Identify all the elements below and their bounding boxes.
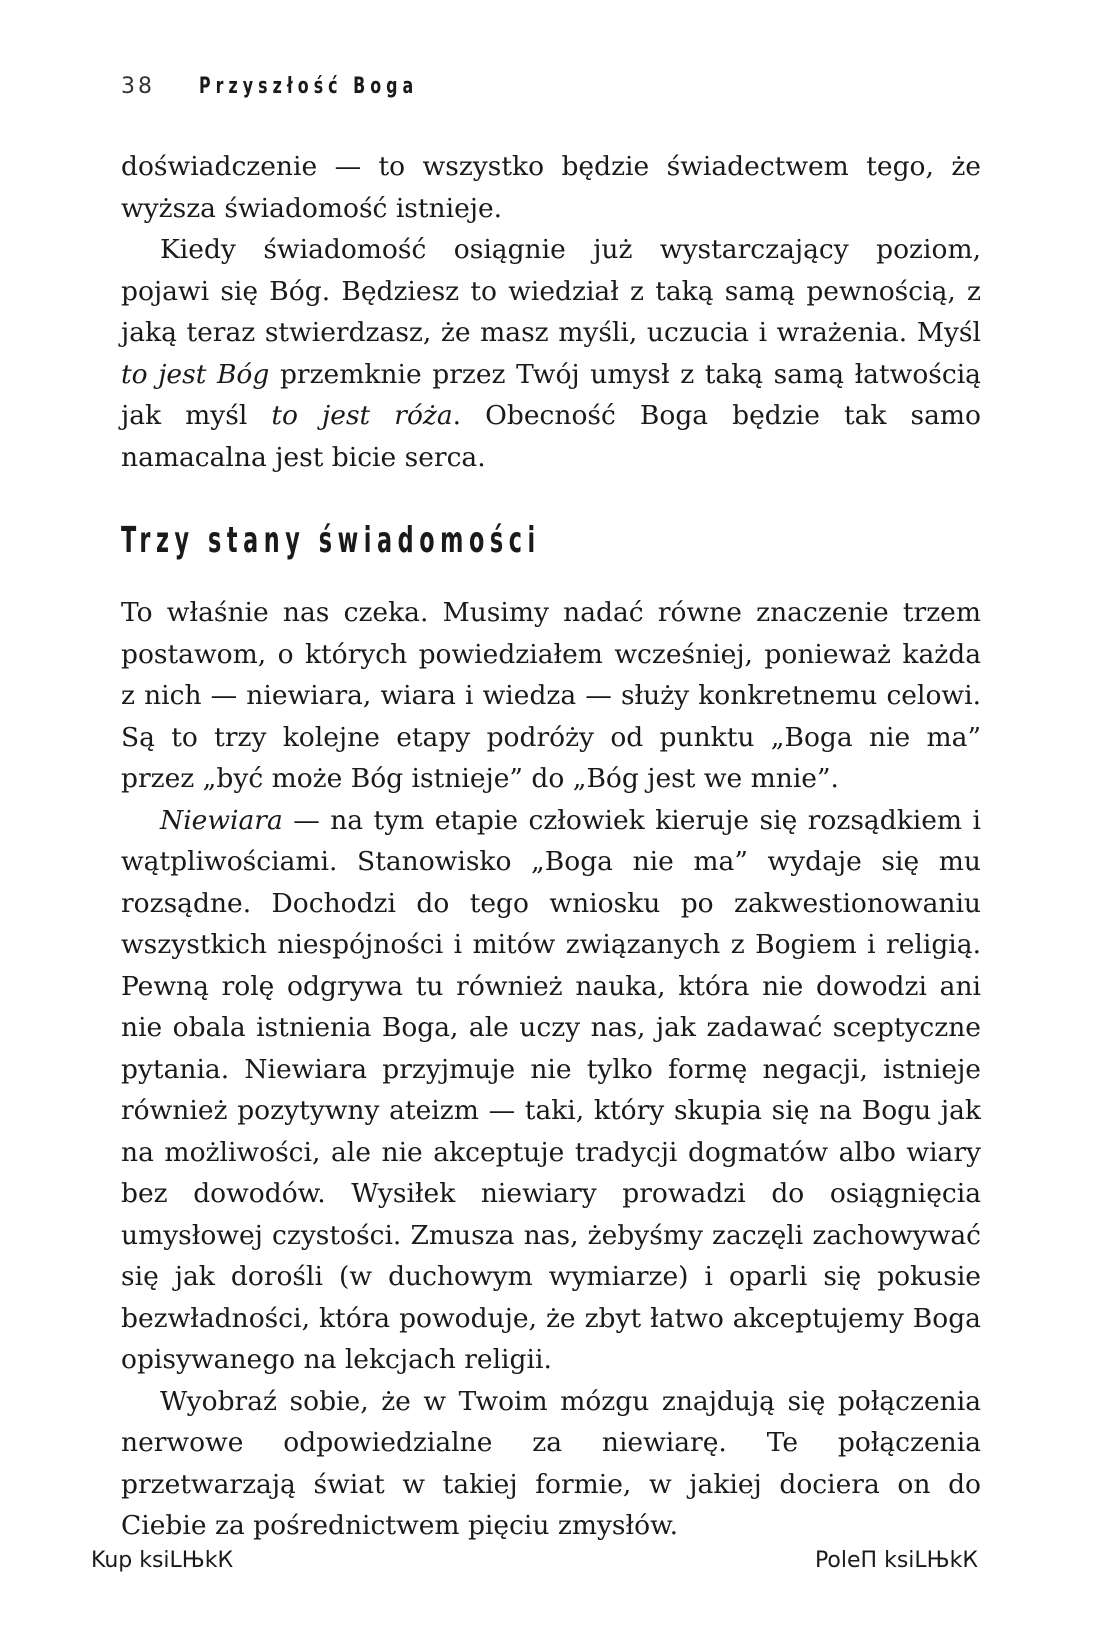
paragraph <box>121 229 981 478</box>
section-heading: Trzy stany świadomości <box>121 520 541 561</box>
footer-right <box>815 1548 978 1573</box>
paragraph <box>121 146 981 229</box>
paragraph <box>121 800 981 1381</box>
text-run: — na tym etapie człowiek kieruje się rozsądkiem i wątpliwościami. Stanowisko „Boga nie ma” wydaje się mu rozsądne. Dochodzi do tego wniosku po zakwestionowaniu wszystkich niespójności i mitów związanych z Bogiem i religią. Pewną rolę odgrywa tu również nauka, która nie dowodzi ani nie obala istnienia Boga, ale uczy nas, jak zadawać sceptyczne pytania. Niewiara przyjmuje nie tylko formę negacji, istnieje również pozytywny ateizm — taki, który skupia się na Bogu jak na możliwości, ale nie akceptuje tradycji dogmatów albo wiary bez dowodów. Wysiłek niewiary prowadzi do osiągnięcia umysłowej czystości. Zmusza nas, żebyśmy zaczęli zachowywać się jak dorośli (w duchowym wymiarze) i oparli się pokusie bezwładności, która powoduje, że zbyt łatwo akceptujemy Boga opisywanego na lekcjach religii. <box>121 804 981 1375</box>
running-head <box>121 74 504 114</box>
text-run: . Obecność Boga będzie tak samo namacalna jest bicie serca. <box>121 400 982 473</box>
text-run: doświadczenie — to wszystko będzie świadectwem tego, że wyższa świadomość istnieje. <box>121 151 981 224</box>
top-text-block <box>121 146 981 478</box>
text-run: Kiedy świadomość osiągnie już wystarczający poziom, pojawi się Bóg. Będziesz to wiedział z taką samą pewnością, z jaką teraz stwierdzasz, że masz myśli, uczucia i wrażenia. Myśl <box>121 234 981 348</box>
buy-book-link[interactable]: Kup ksiLЊkК <box>91 1548 234 1573</box>
section-text-block <box>121 592 981 1547</box>
page-number: 38 <box>121 74 155 99</box>
italic-run: to jest róża <box>271 400 453 431</box>
italic-run: Niewiara <box>160 804 283 836</box>
footer-left <box>91 1548 233 1573</box>
paragraph <box>121 1381 981 1547</box>
italic-run: to jest Bóg <box>121 358 270 390</box>
text-run: Wyobraź sobie, że w Twoim mózgu znajdują się połączenia nerwowe odpowiedzialne za niewiarę. Te połączenia przetwarzają świat w takiej formie, w jakiej dociera on do Ciebie za pośrednictwem pięciu zmysłów. <box>121 1385 981 1541</box>
running-title: Przyszłość Boga <box>199 74 419 99</box>
paragraph <box>121 592 981 800</box>
recommend-book-link[interactable]: PoleП ksiLЊkК <box>814 1548 978 1573</box>
text-run: To właśnie nas czeka. Musimy nadać równe znaczenie trzem postawom, o których powiedziałem wcześniej, ponieważ każda z nich — niewiara, wiara i wiedza — służy konkretnemu celowi. Są to trzy kolejne etapy podróży od punktu „Boga nie ma” przez „być może Bóg istnieje” do „Bóg jest we mnie”. <box>121 597 981 794</box>
text-run: przemknie przez Twój umysł z taką samą łatwością jak myśl <box>121 358 981 431</box>
